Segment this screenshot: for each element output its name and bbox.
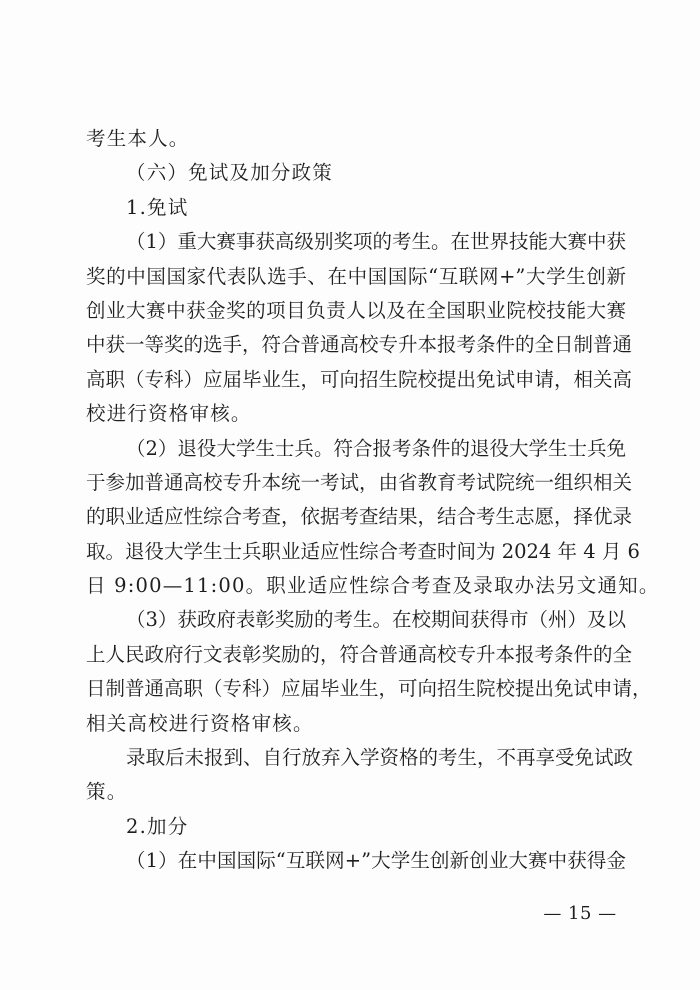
text-line: 高职（专科）应届毕业生，可向招生院校提出免试申请，相关高 (86, 367, 633, 391)
text-line: 的职业适应性综合考查，依据考查结果，结合考生志愿，择优录 (86, 505, 633, 529)
text-line: 相关高校进行资格审核。 (86, 711, 314, 735)
text-line: 奖的中国国家代表队选手、在中国国际“互联网+”大学生创新 (86, 264, 626, 288)
text-line: 日 9:00—11:00。职业适应性综合考查及录取办法另文通知。 (86, 574, 660, 598)
text-line: （2）退役大学生士兵。符合报考条件的退役大学生士兵免 (126, 436, 626, 460)
text-line: 录取后未报到、自行放弃入学资格的考生，不再享受免试政 (126, 746, 634, 770)
text-line: 日制普通高职（专科）应届毕业生，可向招生院校提出免试申请， (86, 677, 652, 701)
text-line: 创业大赛中获金奖的项目负责人以及在全国职业院校技能大赛 (86, 298, 626, 322)
text-line: 中获一等奖的选手，符合普通高校专升本报考条件的全日制普通 (86, 333, 633, 357)
text-line: 取。退役大学生士兵职业适应性综合考查时间为 2024 年 4 月 6 (86, 539, 640, 563)
subsection-heading: 1.免试 (126, 195, 189, 219)
text-line: （3）获政府表彰奖励的考生。在校期间获得市（州）及以 (126, 608, 626, 632)
text-line: 上人民政府行文表彰奖励的，符合普通高校专升本报考条件的全 (86, 642, 633, 666)
section-heading: （六）免试及加分政策 (126, 161, 334, 185)
text-line: 考生本人。 (86, 127, 190, 150)
document-body (86, 122, 660, 879)
text-line: 校进行资格审核。 (86, 402, 252, 426)
text-line: 策。 (86, 780, 128, 804)
text-line: （1）在中国国际“互联网+”大学生创新创业大赛中获得金 (126, 849, 626, 873)
page-number: — 15 — (543, 903, 617, 924)
text-line: 于参加普通高校专升本统一考试，由省教育考试院统一组织相关 (86, 470, 633, 494)
subsection-heading: 2.加分 (126, 814, 189, 838)
text-line: （1）重大赛事获高级别奖项的考生。在世界技能大赛中获 (126, 230, 626, 254)
